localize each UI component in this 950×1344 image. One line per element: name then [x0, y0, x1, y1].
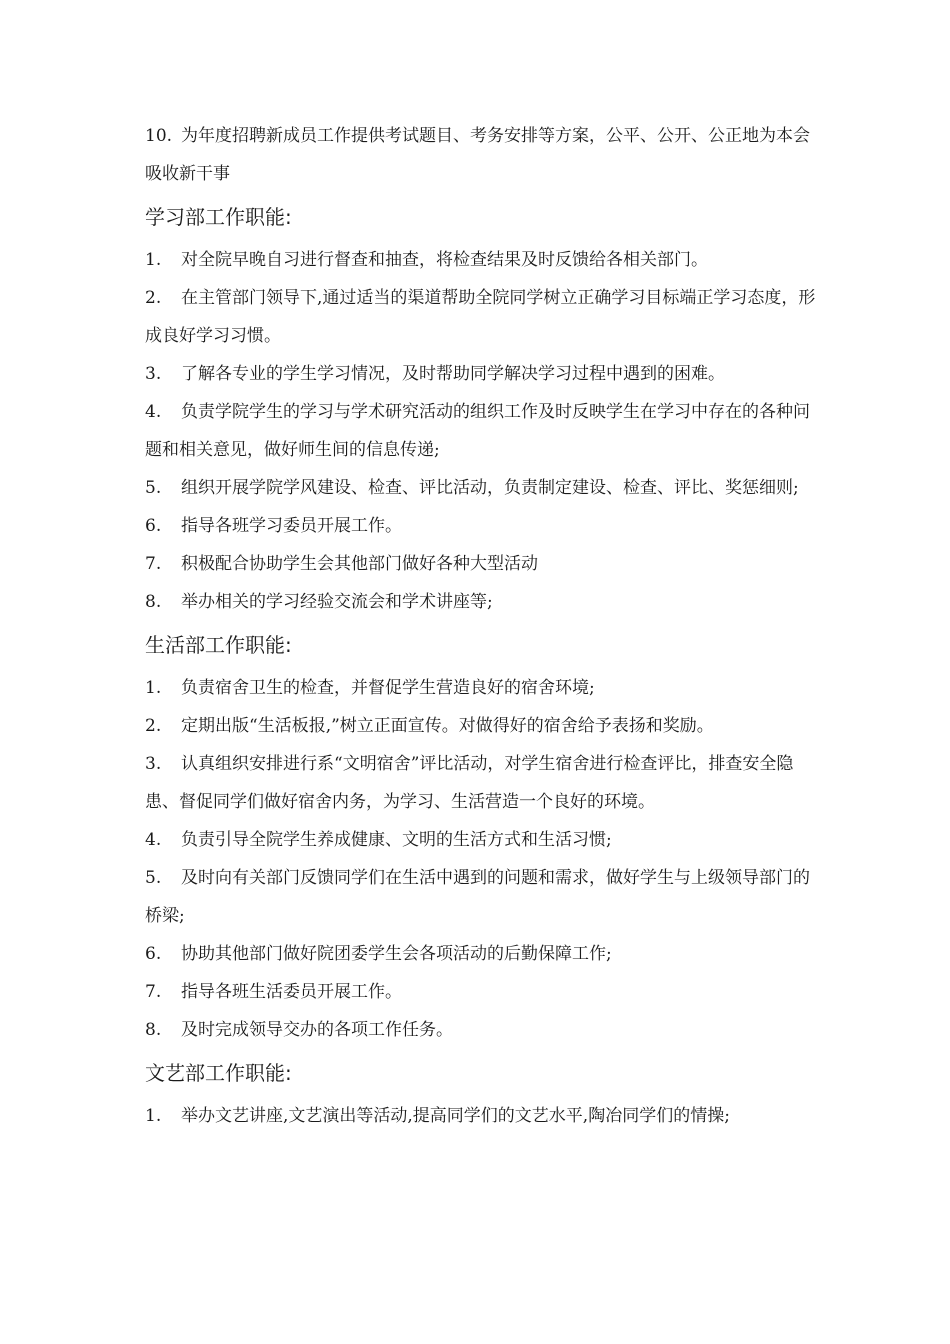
list-item [145, 821, 825, 859]
list-item [145, 707, 825, 745]
item-text: 协助其他部门做好院团委学生会各项活动的后勤保障工作; [181, 944, 612, 964]
section-heading-arts: 文艺部工作职能: [145, 1061, 292, 1085]
item-text: 负责引导全院学生养成健康、文明的生活方式和生活习惯; [181, 830, 612, 850]
list-item [145, 355, 825, 393]
item-number: 5. [145, 868, 162, 888]
section-heading-study: 学习部工作职能: [145, 205, 292, 229]
item-text: 指导各班学习委员开展工作。 [181, 516, 402, 536]
item-text: 认真组织安排进行系“文明宿舍”评比活动，对学生宿舍进行检查评比，排查安全隐患、督促同学们做好宿舍内务，为学习、生活营造一个良好的环境。 [145, 754, 794, 812]
item-number: 7. [145, 554, 162, 574]
item-text: 指导各班生活委员开展工作。 [181, 982, 402, 1002]
item-number: 10. [145, 126, 173, 146]
list-item [145, 859, 825, 935]
item-number: 1. [145, 250, 162, 270]
item-text: 及时向有关部门反馈同学们在生活中遇到的问题和需求，做好学生与上级领导部门的桥梁; [145, 868, 810, 926]
item-text: 组织开展学院学风建设、检查、评比活动，负责制定建设、检查、评比、奖惩细则; [181, 478, 799, 498]
list-item [145, 545, 825, 583]
list-item [145, 973, 825, 1011]
item-number: 5. [145, 478, 162, 498]
list-item [145, 935, 825, 973]
item-text: 负责宿舍卫生的检查，并督促学生营造良好的宿舍环境; [181, 678, 595, 698]
list-item [145, 583, 825, 621]
section-heading-life: 生活部工作职能: [145, 633, 292, 657]
item-text: 及时完成领导交办的各项工作任务。 [181, 1020, 453, 1040]
list-item [145, 1011, 825, 1049]
item-number: 2. [145, 288, 162, 308]
item-number: 3. [145, 364, 162, 384]
item-text: 为年度招聘新成员工作提供考试题目、考务安排等方案，公平、公开、公正地为本会吸收新干事 [145, 126, 810, 184]
item-text: 负责学院学生的学习与学术研究活动的组织工作及时反映学生在学习中存在的各种问题和相关意见，做好师生间的信息传递; [145, 402, 810, 460]
item-number: 8. [145, 1020, 162, 1040]
item-number: 2. [145, 716, 162, 736]
list-item [145, 393, 825, 469]
document-page [145, 117, 825, 1135]
item-number: 4. [145, 402, 162, 422]
list-item [145, 1097, 825, 1135]
item-text: 举办文艺讲座,文艺演出等活动,提高同学们的文艺水平,陶冶同学们的情操; [181, 1106, 730, 1126]
item-number: 4. [145, 830, 162, 850]
item-text: 对全院早晚自习进行督查和抽查，将检查结果及时反馈给各相关部门。 [181, 250, 708, 270]
item-number: 7. [145, 982, 162, 1002]
list-item [145, 241, 825, 279]
list-item [145, 507, 825, 545]
intro-paragraph [145, 117, 825, 193]
item-number: 8. [145, 592, 162, 612]
list-item [145, 745, 825, 821]
list-item [145, 469, 825, 507]
item-text: 举办相关的学习经验交流会和学术讲座等; [181, 592, 493, 612]
item-text: 在主管部门领导下,通过适当的渠道帮助全院同学树立正确学习目标端正学习态度，形成良好学习习惯。 [145, 288, 816, 346]
item-number: 1. [145, 1106, 162, 1126]
item-number: 6. [145, 944, 162, 964]
list-item [145, 669, 825, 707]
item-number: 6. [145, 516, 162, 536]
item-text: 积极配合协助学生会其他部门做好各种大型活动 [181, 554, 538, 574]
item-number: 3. [145, 754, 162, 774]
list-item [145, 279, 825, 355]
item-number: 1. [145, 678, 162, 698]
item-text: 了解各专业的学生学习情况，及时帮助同学解决学习过程中遇到的困难。 [181, 364, 725, 384]
item-text: 定期出版“生活板报,”树立正面宣传。对做得好的宿舍给予表扬和奖励。 [181, 716, 714, 736]
